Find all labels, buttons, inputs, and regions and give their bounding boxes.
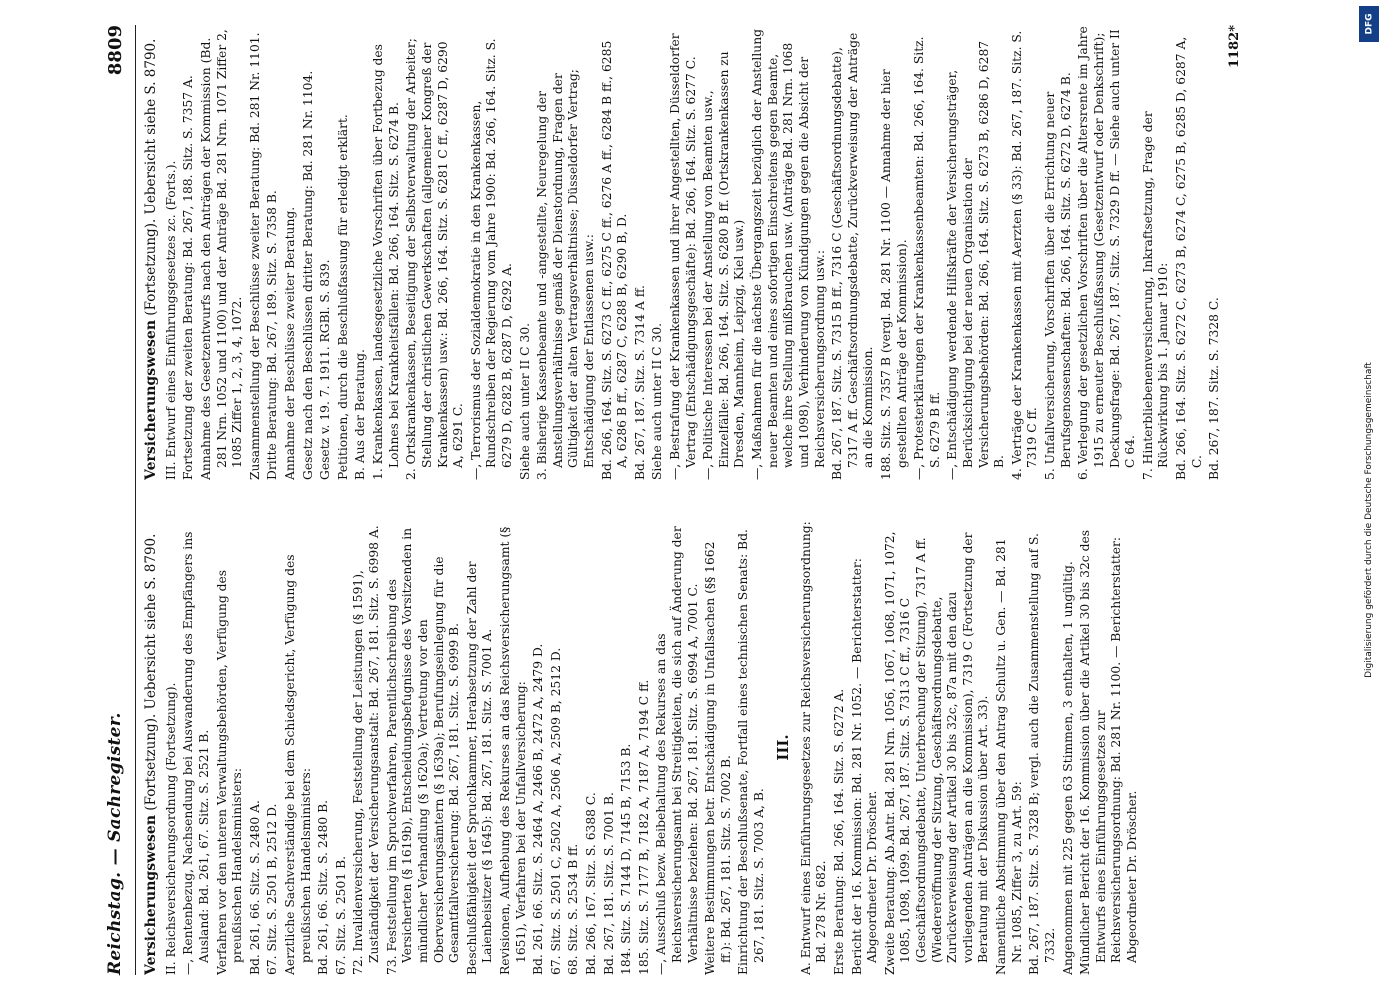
section-b-entry-list	[371, 25, 1223, 480]
index-entry: 6. Verlegung der gesetzlichen Vorschriften über die Altersrente im Jahre 1915 zu erneuter Beschlußfassung (Gesetzentwurf oder Denkschrift); Deckungsfrage: Bd. 267, 187. Sitz. S. 7329 D ff. — Siehe auch unter II C 64.	[1076, 26, 1138, 480]
section-a-entry-list	[832, 520, 1141, 975]
index-entry: —, Entschädigung werdende Hilfskräfte der Versicherungsträger, Berücksichtigung bei der neuen Organisation der Versicherungsbehörden: Bd. 266, 164. Sitz. S. 6273 B, 6286 D, 6287 B.	[945, 40, 1007, 480]
index-entry: Bd. 261, 66. Sitz. S. 2464 A, 2466 B, 2472 A, 2479 D.	[531, 643, 546, 975]
index-entry: —, Bestrafung der Krankenkassen und ihrer Angestellten, Düsseldorfer Vertrag (Entschädigungsgeschäfte): Bd. 266, 164. Sitz. S. 6277 C.	[668, 33, 698, 480]
index-entry: Annahme des Gesetzentwurfs nach den Anträgen der Kommission (Bd. 281 Nrn. 1052 und 1100) und der Anträge Bd. 281 Nrn. 1071 Ziffer 2, 1085 Ziffer 1, 2, 3, 4, 1072.	[198, 29, 245, 480]
right-subheading: III. Entwurf eines Einführungsgesetzes zc. (Forts.).	[163, 160, 178, 480]
left-column	[143, 520, 1383, 975]
index-entry: Dritte Beratung: Bd. 267, 189. Sitz. S. 7358 B.	[265, 190, 280, 480]
right-heading	[143, 25, 161, 480]
digitization-note: Digitalisierung gefördert durch die Deutsche Forschungsgemeinschaft	[1364, 362, 1374, 678]
right-entry-list	[181, 25, 351, 480]
index-entry: Bd. 266, 167. Sitz. S. 6388 C.	[584, 792, 598, 975]
left-entry-list	[181, 520, 767, 975]
index-entry: Verfahren vor den unteren Verwaltungsbehörden, Verfügung des preußischen Handelsministers:	[214, 569, 245, 975]
right-heading-rest: (Fortsetzung). Uebersicht siehe S. 8790.	[143, 38, 159, 320]
index-entry: 73. Feststellung im Spruchverfahren, Parentlichschreibung des Versicherten (§ 1619b), Entscheidungsbefugnisse des Vorsitzenden in mündlicher Verhandlung (§ 1620a); Vertretung vor den Oberversicherungsämtern (§ 1639a); Berufungseinlegung für die Gesamtfallversicherung: Bd. 267, 181. Sitz. S. 6999 B.	[384, 527, 462, 975]
index-entry: 68. Sitz. S. 2534 B ff.	[566, 843, 581, 975]
index-entry: Bd. 267, 187. Sitz. S. 7314 A ff.	[632, 285, 647, 480]
right-heading-bold: Versicherungswesen	[143, 319, 159, 480]
index-entry: 2. Ortskrankenkassen, Beseitigung der Selbstverwaltung der Arbeiter; Stellung der christlichen Gewerkschaften (allgemeiner Kongreß der Krankenkassen) usw.: Bd. 266, 164. Sitz. S. 6281 C ff., 6287 D, 6290 A, 6291 C.	[404, 38, 466, 480]
index-entry: 67. Sitz. S. 2501 C, 2502 A, 2506 A, 2509 B, 2512 D.	[548, 647, 563, 975]
index-entry: 7. Hinterbliebenenversicherung, Inkraftsetzung, Frage der Rückwirkung bis 1. Januar 1910:	[1140, 111, 1171, 480]
index-entry: 5. Unfallversicherung, Vorschriften über die Errichtung neuer Berufsgenossenschaften: Bd. 266, 164. Sitz. S. 6272 D, 6274 B.	[1043, 72, 1073, 480]
index-entry: Fortsetzung der zweiten Beratung: Bd. 267, 188. Sitz. S. 7357 A.	[181, 75, 196, 480]
index-entry: Bd. 266, 164. Sitz. S. 6273 C ff., 6275 C ff., 6276 A ff., 6284 B ff., 6285 A, 6286 B ff., 6287 C, 6288 B, 6290 B, D.	[599, 40, 630, 480]
index-entry: 185. Sitz. S. 7177 B, 7182 A, 7187 A, 7194 C ff.	[636, 679, 651, 975]
index-entry: Aerztliche Sachverständige bei dem Schiedsgericht, Verfügung des preußischen Handelsministers:	[283, 554, 313, 975]
digitization-sidebar	[1355, 0, 1383, 1000]
section-roman: III.	[773, 734, 792, 761]
index-entry: Bericht der 16. Kommission: Bd. 281 Nr. 1052. — Berichterstatter: Abgeordneter Dr. Dröscher.	[849, 558, 880, 975]
index-entry: Erste Beratung: Bd. 266, 164. Sitz. S. 6272 A.	[831, 688, 846, 975]
section-b-title: B. Aus der Beratung.	[353, 349, 368, 480]
index-entry: Bd. 267, 187. Sitz. S. 7328 C.	[1207, 297, 1222, 480]
index-entry: 188. Sitz. S. 7357 B (vergl. Bd. 281 Nr. 1100 — Annahme der hier gestellten Anträge der Kommission).	[878, 69, 909, 480]
signature-mark: 1182*	[1226, 25, 1242, 68]
index-entry: Bd. 267, 187. Sitz. S. 7328 B; vergl. auch die Zusammenstellung auf S. 7332.	[1027, 533, 1057, 975]
index-entry: 1. Krankenkassen, landesgesetzliche Vorschriften über Fortbezug des Lohnes bei Krankheitsfällen: Bd. 266, 164. Sitz. S. 6274 B.	[371, 44, 401, 480]
index-entry: —, Terrorismus der Sozialdemokratie in den Krankenkassen, Rundschreiben der Regierung vom Jahre 1900: Bd. 266, 164. Sitz. S. 6279 D, 6282 B, 6287 D, 6292 A.	[468, 38, 514, 480]
running-title: Reichstag. — Sachregister.	[105, 712, 125, 975]
left-subheading: II. Reichsversicherungsordnung (Fortsetzung).	[163, 682, 178, 975]
index-entry: —, Rentenbezug, Nachsendung bei Auswanderung des Empfängers ins Ausland: Bd. 261, 67. Sitz. S. 2521 B.	[181, 531, 211, 975]
index-entry: Mündlicher Bericht der 16. Kommission über die Artikel 30 bis 32c des Entwurfs eines Einführungsgesetzes zur Reichsversicherungsordnung: Bd. 281 Nr. 1100. — Berichterstatter: Abgeordneter Dr. Dröscher.	[1078, 529, 1139, 975]
dfg-logo: DFG	[1359, 6, 1379, 42]
index-entry: Weitere Bestimmungen betr. Entschädigung in Unfallsachen (§§ 1662 ff.): Bd. 267, 181. Sitz. S. 7002 B.	[703, 541, 733, 975]
rotated-document-page	[95, 25, 1383, 975]
index-entry: Petitionen, durch die Beschlußfassung für erledigt erklärt.	[335, 114, 350, 480]
index-entry: Gesetz nach den Beschlüssen dritter Beratung: Bd. 281 Nr. 1104.	[300, 70, 315, 480]
index-entry: Zweite Beratung: Ab.Antr. Bd. 281 Nrn. 1056, 1067, 1068, 1071, 1072, 1085, 1098, 1099. Bd. 267, 187. Sitz. S. 7313 C ff., 7316 C (Geschäftsordnungsdebatte, Unterbrechung der Sitzung), 7317 A ff. (Wiedereröffnung der Sitzung, Geschäftsordnungsdebatte, Zurückverweisung der Artikel 30 bis 32c, 87a mit den dazu vorliegenden Anträgen an die Kommission), 7319 C (Fortsetzung der Beratung mit der Diskussion über Art. 33).	[882, 531, 991, 975]
index-entry: Bd. 266, 164. Sitz. S. 6272 C, 6273 B, 6274 C, 6275 B, 6285 D, 6287 A, C.	[1173, 36, 1204, 480]
index-entry: Bd. 267, 187. Sitz. S. 7315 B ff., 7316 C (Geschäftsordnungsdebatte), 7317 A ff. Geschäftsordnungsdebatte, Zurückverweisung der Anträge an die Kommission.	[830, 32, 876, 480]
index-entry: 67. Sitz. S. 2501 B, 2512 D.	[265, 803, 280, 975]
index-entry: 184. Sitz. S. 7144 D, 7145 B, 7153 B.	[619, 743, 634, 975]
index-entry: Revisionen, Aufhebung des Rekurses an das Reichsversicherungsamt (§ 1651), Verfahren bei der Unfallversicherung:	[497, 526, 528, 975]
index-entry: —, Maßnahmen für die nächste Übergangszeit bezüglich der Anstellung neuer Beamten und eines sofortigen Einschreitens gegen Beamte, welche ihre Stellung mißbrauchen usw. (Anträge Bd. 281 Nrn. 1068 und 1098), Verhinderung von Kündigungen gegen die Absicht der Reichsversicherungsordnung usw.:	[750, 28, 827, 480]
index-entry: Namentliche Abstimmung über den Antrag Schultz u. Gen. — Bd. 281 Nr. 1085, Ziffer 3, zu Art. 59:	[994, 538, 1024, 975]
left-heading-bold: Versicherungswesen	[143, 814, 159, 975]
index-entry: —, Ausschluß bezw. Beibehaltung des Rekurses an das Reichsversicherungsamt bei Streitigkeiten, die sich auf Änderung der Verhältnisse beziehen: Bd. 267, 181. Sitz. S. 6994 A, 7001 C.	[654, 526, 700, 975]
index-entry: Einrichtung der Beschlußsenate, Fortfall eines technischen Senats: Bd. 267, 181. Sitz. S. 7003 A, B.	[736, 529, 767, 975]
index-entry: —, Protesterklärungen der Krankenkassenbeamten: Bd. 266, 164. Sitz. S. 6279 B ff.	[912, 36, 942, 480]
index-entry: 3. Bisherige Kassenbeamte und -angestellte, Neuregelung der Anstellungsverhältnisse gemäß der Dienstordnung, Fragen der Gültigkeit der alten Vertragsverhältnisse; Düsseldorfer Vertrag; Entschädigung der Entlassenen usw.:	[535, 69, 596, 480]
right-column	[143, 25, 1383, 480]
index-entry: Annahme der Beschlüsse zweiter Beratung.	[283, 206, 298, 480]
index-entry: Zusammenstellung der Beschlüsse zweiter Beratung: Bd. 281 Nr. 1101.	[247, 32, 262, 480]
index-entry: Bd. 261, 66. Sitz. S. 2480 A.	[247, 800, 262, 975]
index-entry: Siehe auch unter II C 30.	[650, 322, 665, 480]
index-entry: Gesetz v. 19. 7. 1911. RGBl. S. 839.	[318, 259, 333, 480]
index-entry: —, Politische Interessen bei der Anstellung von Beamten usw., Einzelfälle: Bd. 266, 164. Sitz. S. 6280 B ff. (Ortskrankenkassen zu Dresden, Mannheim, Leipzig, Kiel usw.)	[701, 51, 747, 480]
index-entry: 4. Verträge der Krankenkassen mit Aerzten (§ 33): Bd. 267, 187. Sitz. S. 7319 C ff.	[1009, 30, 1040, 480]
index-entry: Bd. 261, 66. Sitz. S. 2480 B.	[316, 799, 331, 975]
page-number: 8809	[104, 25, 126, 76]
left-heading-rest: (Fortsetzung). Uebersicht siehe S. 8790.	[143, 533, 159, 815]
page-header	[95, 25, 136, 975]
left-heading	[143, 520, 161, 975]
index-entry: Beschlußfähigkeit der Spruchkammer, Herabsetzung der Zahl der Laienbeisitzer (§ 1645): Bd. 267, 181. Sitz. S. 7001 A.	[464, 561, 495, 975]
index-entry: Bd. 267, 181. Sitz. S. 7001 B.	[601, 792, 616, 975]
index-entry: 67. Sitz. S. 2501 B.	[333, 855, 348, 975]
index-entry: 72. Invalidenversicherung, Feststellung der Leistungen (§ 1591), Zuständigkeit der Versicherungsanstalt: Bd. 267, 181. Sitz. S. 6998 A.	[351, 525, 382, 975]
index-entry: Siehe auch unter II C 30.	[517, 322, 532, 480]
index-entry: Angenommen mit 225 gegen 63 Stimmen, 3 enthalten, 1 ungültig.	[1060, 561, 1075, 975]
section-a-title: A. Entwurf eines Einführungsgesetzes zur Reichsversicherungsordnung: Bd. 278 Nr. 682.	[798, 521, 829, 975]
